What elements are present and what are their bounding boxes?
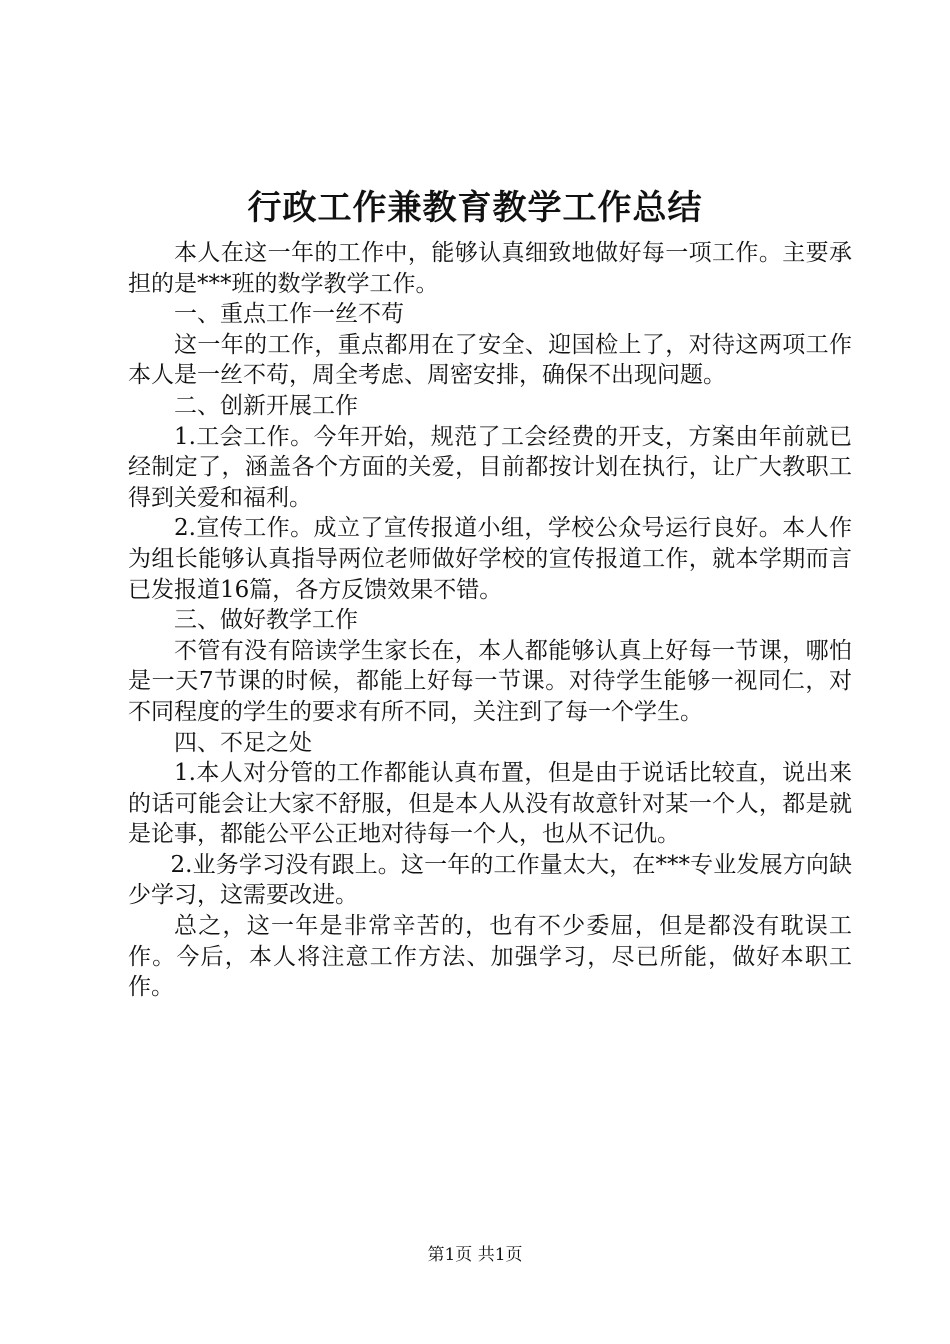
section-heading-2: 二、创新开展工作 bbox=[174, 392, 358, 419]
paragraph-shortcoming-1: 1.本人对分管的工作都能认真布置，但是由于说话比较直，说出来的话可能会让大家不舒服，但是本人从没有故意针对某一个人，都是就是论事，都能公平公正地对待每一个人，也从不记仇。 bbox=[128, 760, 852, 848]
document-title: 行政工作兼教育教学工作总结 bbox=[247, 188, 703, 228]
document-body bbox=[128, 238, 852, 1003]
paragraph-key-work: 这一年的工作，重点都用在了安全、迎国检上了，对待这两项工作本人是一丝不苟，周全考虑、周密安排，确保不出现问题。 bbox=[128, 331, 852, 389]
paragraph-shortcoming-2: 2.业务学习没有跟上。这一年的工作量太大，在***专业发展方向缺少学习，这需要改进。 bbox=[128, 851, 852, 909]
paragraph-teaching-work: 不管有没有陪读学生家长在，本人都能够认真上好每一节课，哪怕是一天7节课的时候，都能上好每一节课。对待学生能够一视同仁，对不同程度的学生的要求有所不同，关注到了每一个学生。 bbox=[128, 637, 852, 725]
paragraph-publicity-work: 2.宣传工作。成立了宣传报道小组，学校公众号运行良好。本人作为组长能够认真指导两位老师做好学校的宣传报道工作，就本学期而言已发报道16篇，各方反馈效果不错。 bbox=[128, 515, 852, 603]
section-heading-4: 四、不足之处 bbox=[174, 729, 312, 756]
section-heading-1: 一、重点工作一丝不苟 bbox=[174, 301, 404, 328]
paragraph-union-work: 1.工会工作。今年开始，规范了工会经费的开支，方案由年前就已经制定了，涵盖各个方面的关爱，目前都按计划在执行，让广大教职工得到关爱和福利。 bbox=[128, 423, 852, 511]
section-heading-3: 三、做好教学工作 bbox=[174, 607, 358, 634]
paragraph-conclusion: 总之，这一年是非常辛苦的，也有不少委屈，但是都没有耽误工作。今后，本人将注意工作方法、加强学习，尽已所能，做好本职工作。 bbox=[128, 913, 852, 1001]
paragraph-intro: 本人在这一年的工作中，能够认真细致地做好每一项工作。主要承担的是***班的数学教学工作。 bbox=[128, 240, 852, 297]
page-footer: 第1页 共1页 bbox=[427, 1245, 523, 1265]
